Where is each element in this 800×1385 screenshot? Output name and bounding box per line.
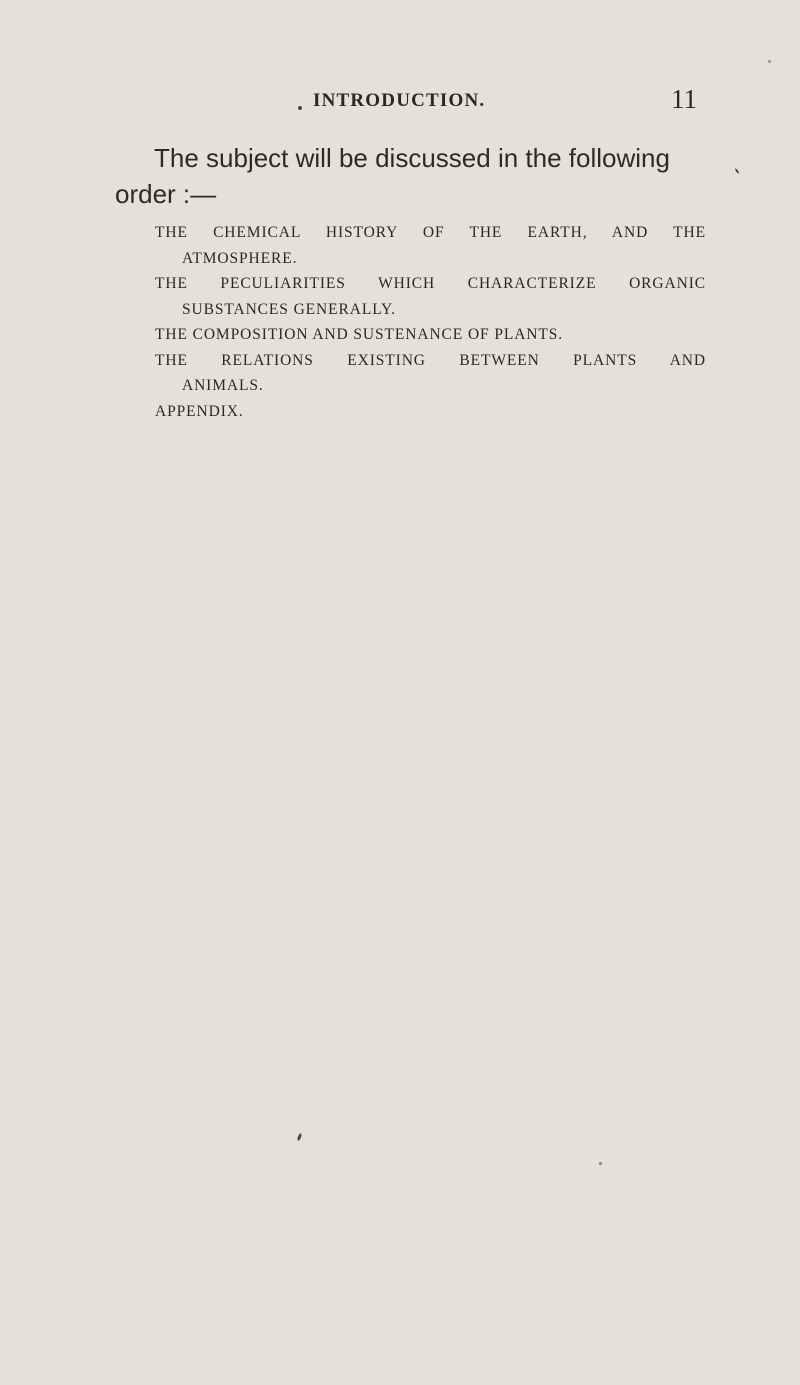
topic-entry xyxy=(155,348,735,399)
ink-speck xyxy=(768,60,771,63)
topic-line: THE RELATIONS EXISTING BETWEEN PLANTS AND xyxy=(155,351,706,369)
topic-line: THE PECULIARITIES WHICH CHARACTERIZE ORGANIC xyxy=(155,275,706,292)
page-number: 11 xyxy=(671,84,697,114)
intro-line: The subject will be discussed in the following xyxy=(154,143,670,173)
topic-entry xyxy=(155,271,735,322)
topic-line-continued: SUBSTANCES GENERALLY. xyxy=(182,300,396,318)
ink-speck xyxy=(297,1133,303,1142)
topic-line: THE CHEMICAL HISTORY OF THE EARTH, AND THE xyxy=(155,224,706,241)
intro-line: order :— xyxy=(115,179,217,209)
topic-line-continued: ANIMALS. xyxy=(182,377,264,394)
ink-speck xyxy=(599,1162,602,1165)
topic-entry xyxy=(155,399,735,425)
topic-entry xyxy=(155,220,735,271)
topic-line: APPENDIX. xyxy=(155,402,244,420)
ink-speck xyxy=(734,168,739,174)
running-head xyxy=(0,84,800,118)
running-title: INTRODUCTION. xyxy=(313,90,486,111)
topic-entry xyxy=(155,322,735,348)
topic-line: THE COMPOSITION AND SUSTENANCE OF PLANTS. xyxy=(155,326,564,343)
topic-list xyxy=(155,220,735,424)
ink-speck xyxy=(298,106,302,110)
topic-line-continued: ATMOSPHERE. xyxy=(182,249,298,267)
intro-paragraph xyxy=(115,140,715,212)
